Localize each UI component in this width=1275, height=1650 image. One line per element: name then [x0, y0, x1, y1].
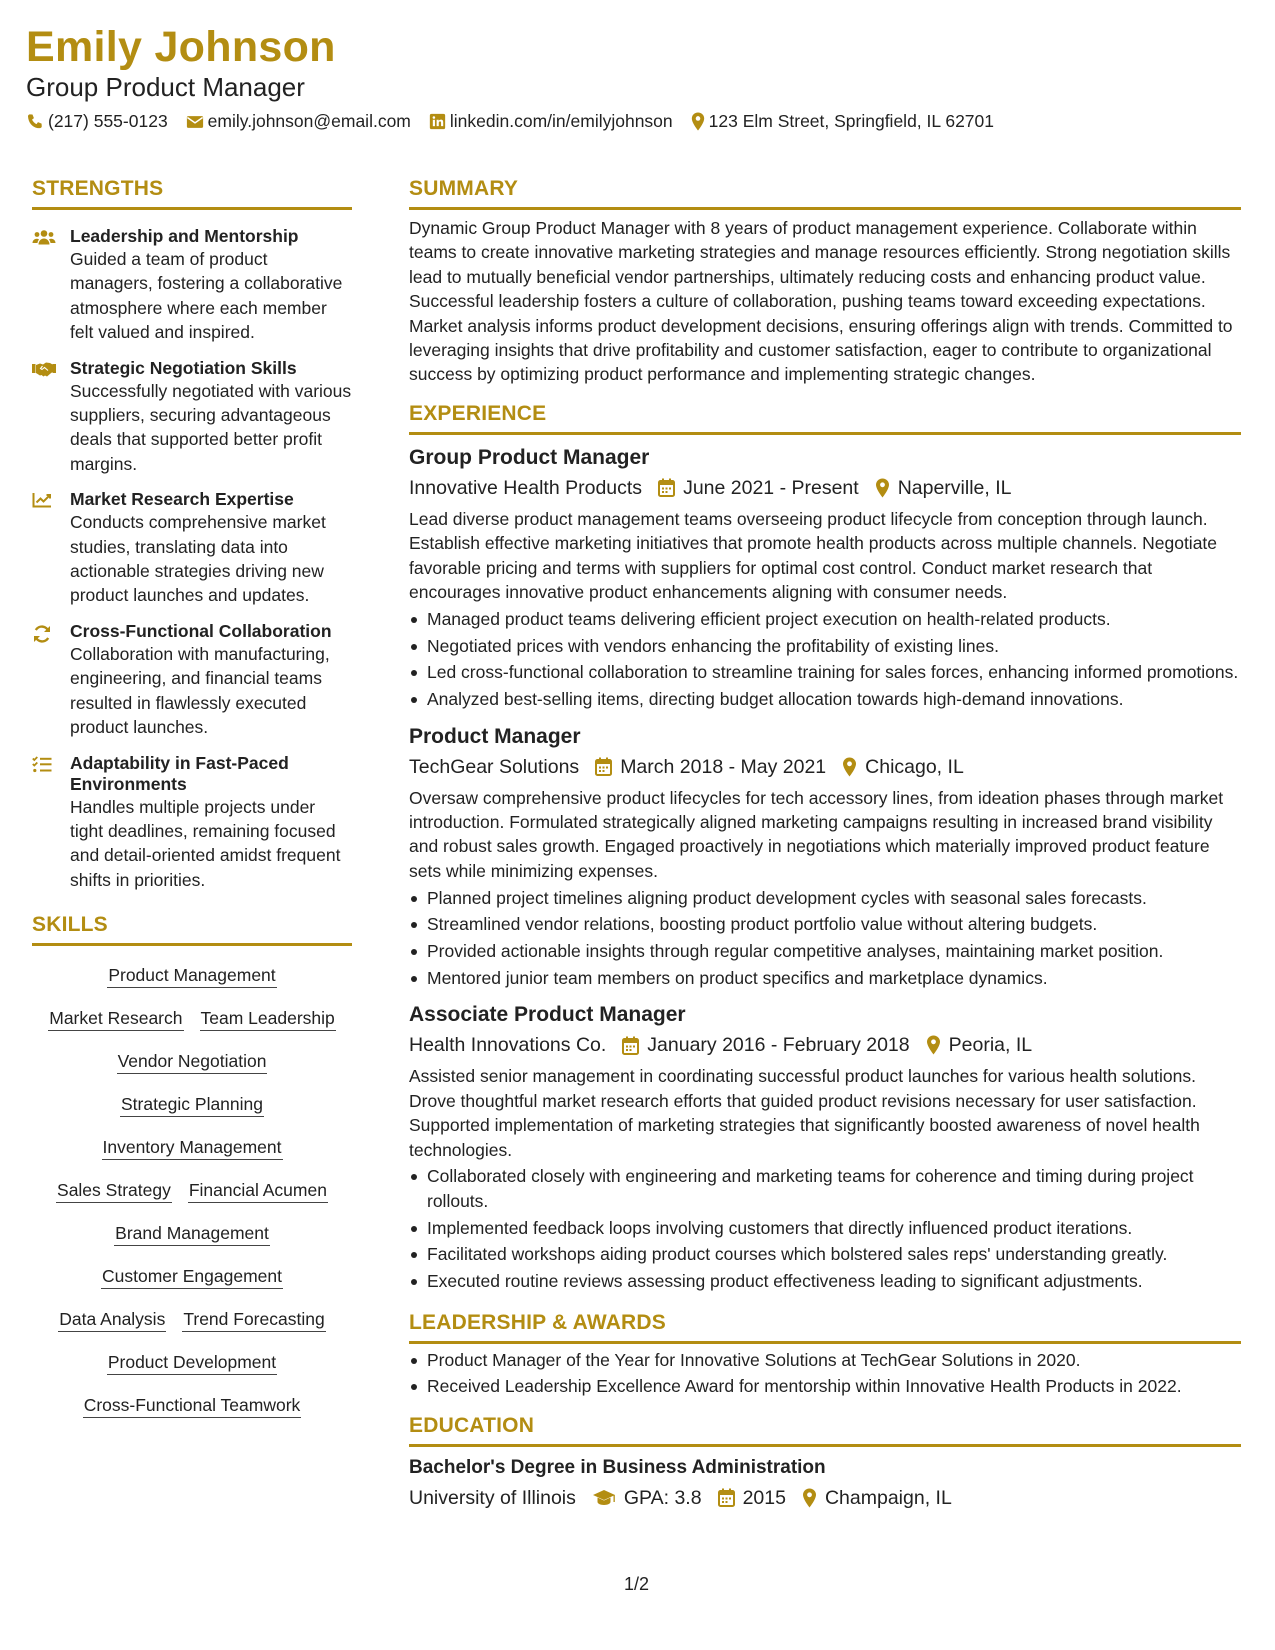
job-dates-text: January 2016 - February 2018: [647, 1034, 910, 1057]
job-entry: [409, 1002, 1241, 1293]
strength-item: [32, 226, 352, 345]
job-title: Group Product Manager: [409, 445, 650, 469]
section-divider: [409, 432, 1241, 435]
summary-section: [409, 176, 1241, 387]
graduation-cap-icon: [592, 1489, 616, 1506]
calendar-icon: [622, 1036, 639, 1055]
job-dates: [622, 1032, 909, 1058]
users-icon: [32, 229, 56, 246]
section-divider: [409, 1341, 1241, 1344]
summary-text: Dynamic Group Product Manager with 8 years of product management experience. Collaborate within teams to create innovative marketing strategies and manage resources efficiently. Strong negotiation skills lead to mutually beneficial vendor partnerships, ultimately reducing costs and enhancing product value. Successful leadership fosters a culture of collaboration, pushing teams toward exceeding expectations. Market analysis informs product development decisions, ensuring offerings align with trends. Committed to leveraging insights that drive profitability and customer satisfaction, eager to contribute to organizational success by optimizing product performance and implementing strategic changes.: [409, 218, 1233, 385]
education-gpa: [592, 1485, 702, 1511]
school-name: University of Illinois: [409, 1486, 576, 1509]
contact-address-text: 123 Elm Street, Springfield, IL 62701: [708, 111, 994, 131]
skill-tag: Sales Strategy: [56, 1179, 172, 1203]
skill-tag: Market Research: [48, 1007, 183, 1031]
strength-description: Conducts comprehensive market studies, translating data into actionable strategies driving new product launches and updates.: [70, 512, 326, 606]
bullet-item: Mentored junior team members on product specifics and marketplace dynamics.: [409, 966, 1241, 990]
job-company: Health Innovations Co.: [409, 1034, 607, 1057]
job-location-text: Naperville, IL: [897, 476, 1012, 499]
bullet-item: Analyzed best-selling items, directing budget allocation towards high-demand innovations.: [409, 687, 1241, 711]
strength-description: Successfully negotiated with various suppliers, securing advantageous deals that supported better profit margins.: [70, 380, 352, 474]
skill-tag: Team Leadership: [200, 1007, 336, 1031]
linkedin-icon: [429, 113, 446, 130]
skill-tag: Data Analysis: [58, 1308, 166, 1332]
bullet-item: Collaborated closely with engineering and marketing teams for coherence and timing during project rollouts.: [409, 1164, 1241, 1213]
education-location: [802, 1485, 952, 1511]
map-pin-icon: [802, 1488, 817, 1508]
job-bullets: [409, 607, 1241, 712]
contact-phone[interactable]: [26, 111, 168, 132]
strength-title: Adaptability in Fast-Paced Environments: [70, 752, 289, 794]
map-pin-icon: [875, 478, 890, 498]
job-dates-text: June 2021 - Present: [683, 476, 859, 499]
contact-email[interactable]: [186, 111, 411, 132]
job-description: Oversaw comprehensive product lifecycles for tech accessory lines, from ideation phases through market introduction. Formulated strategically aligned marketing campaigns resulting in increased brand visibility and robust sales growth. Engaged proactively in negotiations which materially improved product feature sets while minimizing expenses.: [409, 787, 1224, 881]
job-meta: [409, 475, 1241, 501]
strengths-heading: STRENGTHS: [32, 177, 164, 200]
education-section: [409, 1413, 1241, 1511]
calendar-icon: [595, 757, 612, 776]
skill-tag: Product Development: [107, 1351, 277, 1375]
experience-heading: EXPERIENCE: [409, 401, 547, 425]
degree-title: Bachelor's Degree in Business Administration: [409, 1456, 826, 1478]
contact-address[interactable]: [691, 111, 994, 132]
job-location: [842, 754, 964, 780]
strength-item: [32, 489, 352, 608]
skills-heading: SKILLS: [32, 913, 108, 937]
job-bullets: [409, 886, 1241, 991]
bullet-item: Executed routine reviews assessing product effectiveness leading to significant adjustments.: [409, 1269, 1241, 1293]
candidate-title: Group Product Manager: [26, 72, 305, 102]
job-entry: [409, 445, 1241, 712]
education-year: [718, 1485, 786, 1511]
job-company: TechGear Solutions: [409, 755, 580, 778]
section-divider: [409, 207, 1241, 210]
education-location-text: Champaign, IL: [824, 1486, 952, 1509]
awards-section: [409, 1310, 1241, 1399]
map-pin-icon: [691, 112, 705, 131]
contact-linkedin-text: linkedin.com/in/emilyjohnson: [449, 111, 673, 131]
skill-tag: Vendor Negotiation: [117, 1050, 268, 1074]
page-number: 1/2: [624, 1574, 650, 1594]
education-meta: [409, 1485, 1241, 1511]
chart-line-icon: [32, 492, 52, 508]
skill-tag: Brand Management: [114, 1222, 270, 1246]
job-company: Innovative Health Products: [409, 476, 643, 499]
phone-icon: [26, 113, 44, 131]
strength-description: Guided a team of product managers, fostering a collaborative atmosphere where each member felt valued and inspired.: [70, 249, 343, 343]
job-description: Lead diverse product management teams overseeing product lifecycle from conception through launch. Establish effective marketing initiatives that promote health products across multiple channels. Negotiate favorable pricing and terms with suppliers for optimal cost control. Conduct market research that encourages innovative product enhancements aligning with consumer needs.: [409, 508, 1218, 603]
award-item: Received Leadership Excellence Award for mentorship within Innovative Health Products in 2022.: [409, 1374, 1241, 1398]
contact-linkedin[interactable]: [429, 111, 673, 132]
awards-heading: LEADERSHIP & AWARDS: [409, 1310, 666, 1334]
strength-item: [32, 753, 352, 893]
job-dates-text: March 2018 - May 2021: [620, 755, 827, 778]
envelope-icon: [186, 114, 204, 130]
summary-heading: SUMMARY: [409, 177, 519, 200]
contact-email-text: emily.johnson@email.com: [207, 111, 411, 131]
skills-section: [32, 912, 352, 1437]
section-divider: [32, 207, 352, 210]
contact-bar: [26, 111, 1246, 132]
strength-description: Handles multiple projects under tight deadlines, remaining focused and detail-oriented amidst frequent shifts in priorities.: [70, 796, 341, 890]
strength-title: Market Research Expertise: [70, 489, 294, 510]
job-location: [926, 1032, 1032, 1058]
map-pin-icon: [926, 1035, 941, 1055]
bullet-item: Led cross-functional collaboration to streamline training for sales forces, enhancing informed promotions.: [409, 660, 1241, 684]
job-entry: [409, 724, 1241, 991]
job-bullets: [409, 1164, 1241, 1293]
skill-tag: Strategic Planning: [120, 1093, 264, 1117]
job-description: Assisted senior management in coordinating successful product launches for various health solutions. Drove thoughtful market research efforts that guided product revisions necessary for user satisfaction. Supported implementation of marketing strategies that significantly boosted awareness of novel health technologies.: [409, 1066, 1200, 1160]
resume-header: [26, 22, 1246, 132]
education-heading: EDUCATION: [409, 1413, 535, 1437]
job-location-text: Peoria, IL: [948, 1034, 1033, 1057]
bullet-item: Implemented feedback loops involving customers that directly influenced product iterations.: [409, 1216, 1241, 1240]
skill-tag: Financial Acumen: [188, 1179, 328, 1203]
job-location-text: Chicago, IL: [865, 755, 964, 778]
experience-section: [409, 401, 1241, 1294]
map-pin-icon: [842, 757, 857, 777]
education-year-text: 2015: [742, 1486, 786, 1509]
strengths-section: [32, 176, 352, 892]
calendar-icon: [658, 478, 675, 497]
candidate-name: Emily Johnson: [26, 23, 336, 71]
bullet-item: Planned project timelines aligning product development cycles with seasonal sales forecasts.: [409, 886, 1241, 910]
left-column: [32, 176, 352, 1437]
list-check-icon: [32, 756, 52, 773]
awards-list: [409, 1348, 1241, 1399]
job-title: Product Manager: [409, 724, 581, 748]
handshake-icon: [32, 361, 56, 377]
sync-icon: [32, 624, 52, 644]
job-dates: [658, 475, 859, 501]
strength-item: [32, 358, 352, 477]
strength-description: Collaboration with manufacturing, engineering, and financial teams resulted in flawlessly executed product launches.: [70, 643, 330, 738]
section-divider: [32, 943, 352, 946]
bullet-item: Managed product teams delivering efficient project execution on health-related products.: [409, 607, 1241, 631]
right-column: [409, 176, 1241, 1511]
job-meta: [409, 1032, 1241, 1058]
calendar-icon: [718, 1488, 735, 1507]
education-gpa-text: GPA: 3.8: [623, 1486, 702, 1509]
skills-list: [32, 964, 352, 1437]
bullet-item: Negotiated prices with vendors enhancing the profitability of existing lines.: [409, 634, 1241, 658]
bullet-item: Streamlined vendor relations, boosting product portfolio value without altering budgets.: [409, 912, 1241, 936]
skill-tag: Cross-Functional Teamwork: [83, 1394, 302, 1418]
award-item: Product Manager of the Year for Innovative Solutions at TechGear Solutions in 2020.: [409, 1348, 1241, 1372]
strength-title: Strategic Negotiation Skills: [70, 357, 297, 378]
strength-title: Cross-Functional Collaboration: [70, 620, 332, 641]
bullet-item: Provided actionable insights through regular competitive analyses, maintaining market position.: [409, 939, 1241, 963]
strength-title: Leadership and Mentorship: [70, 226, 299, 246]
job-location: [875, 475, 1012, 501]
strength-item: [32, 621, 352, 740]
section-divider: [409, 1444, 1241, 1447]
bullet-item: Facilitated workshops aiding product courses which bolstered sales reps' understanding greatly.: [409, 1242, 1241, 1266]
job-dates: [595, 754, 826, 780]
skill-tag: Inventory Management: [102, 1136, 283, 1160]
job-title: Associate Product Manager: [409, 1003, 686, 1027]
contact-phone-text: (217) 555-0123: [48, 111, 168, 131]
skill-tag: Product Management: [107, 964, 276, 988]
job-meta: [409, 754, 1241, 780]
skill-tag: Trend Forecasting: [182, 1308, 325, 1332]
skill-tag: Customer Engagement: [101, 1265, 283, 1289]
